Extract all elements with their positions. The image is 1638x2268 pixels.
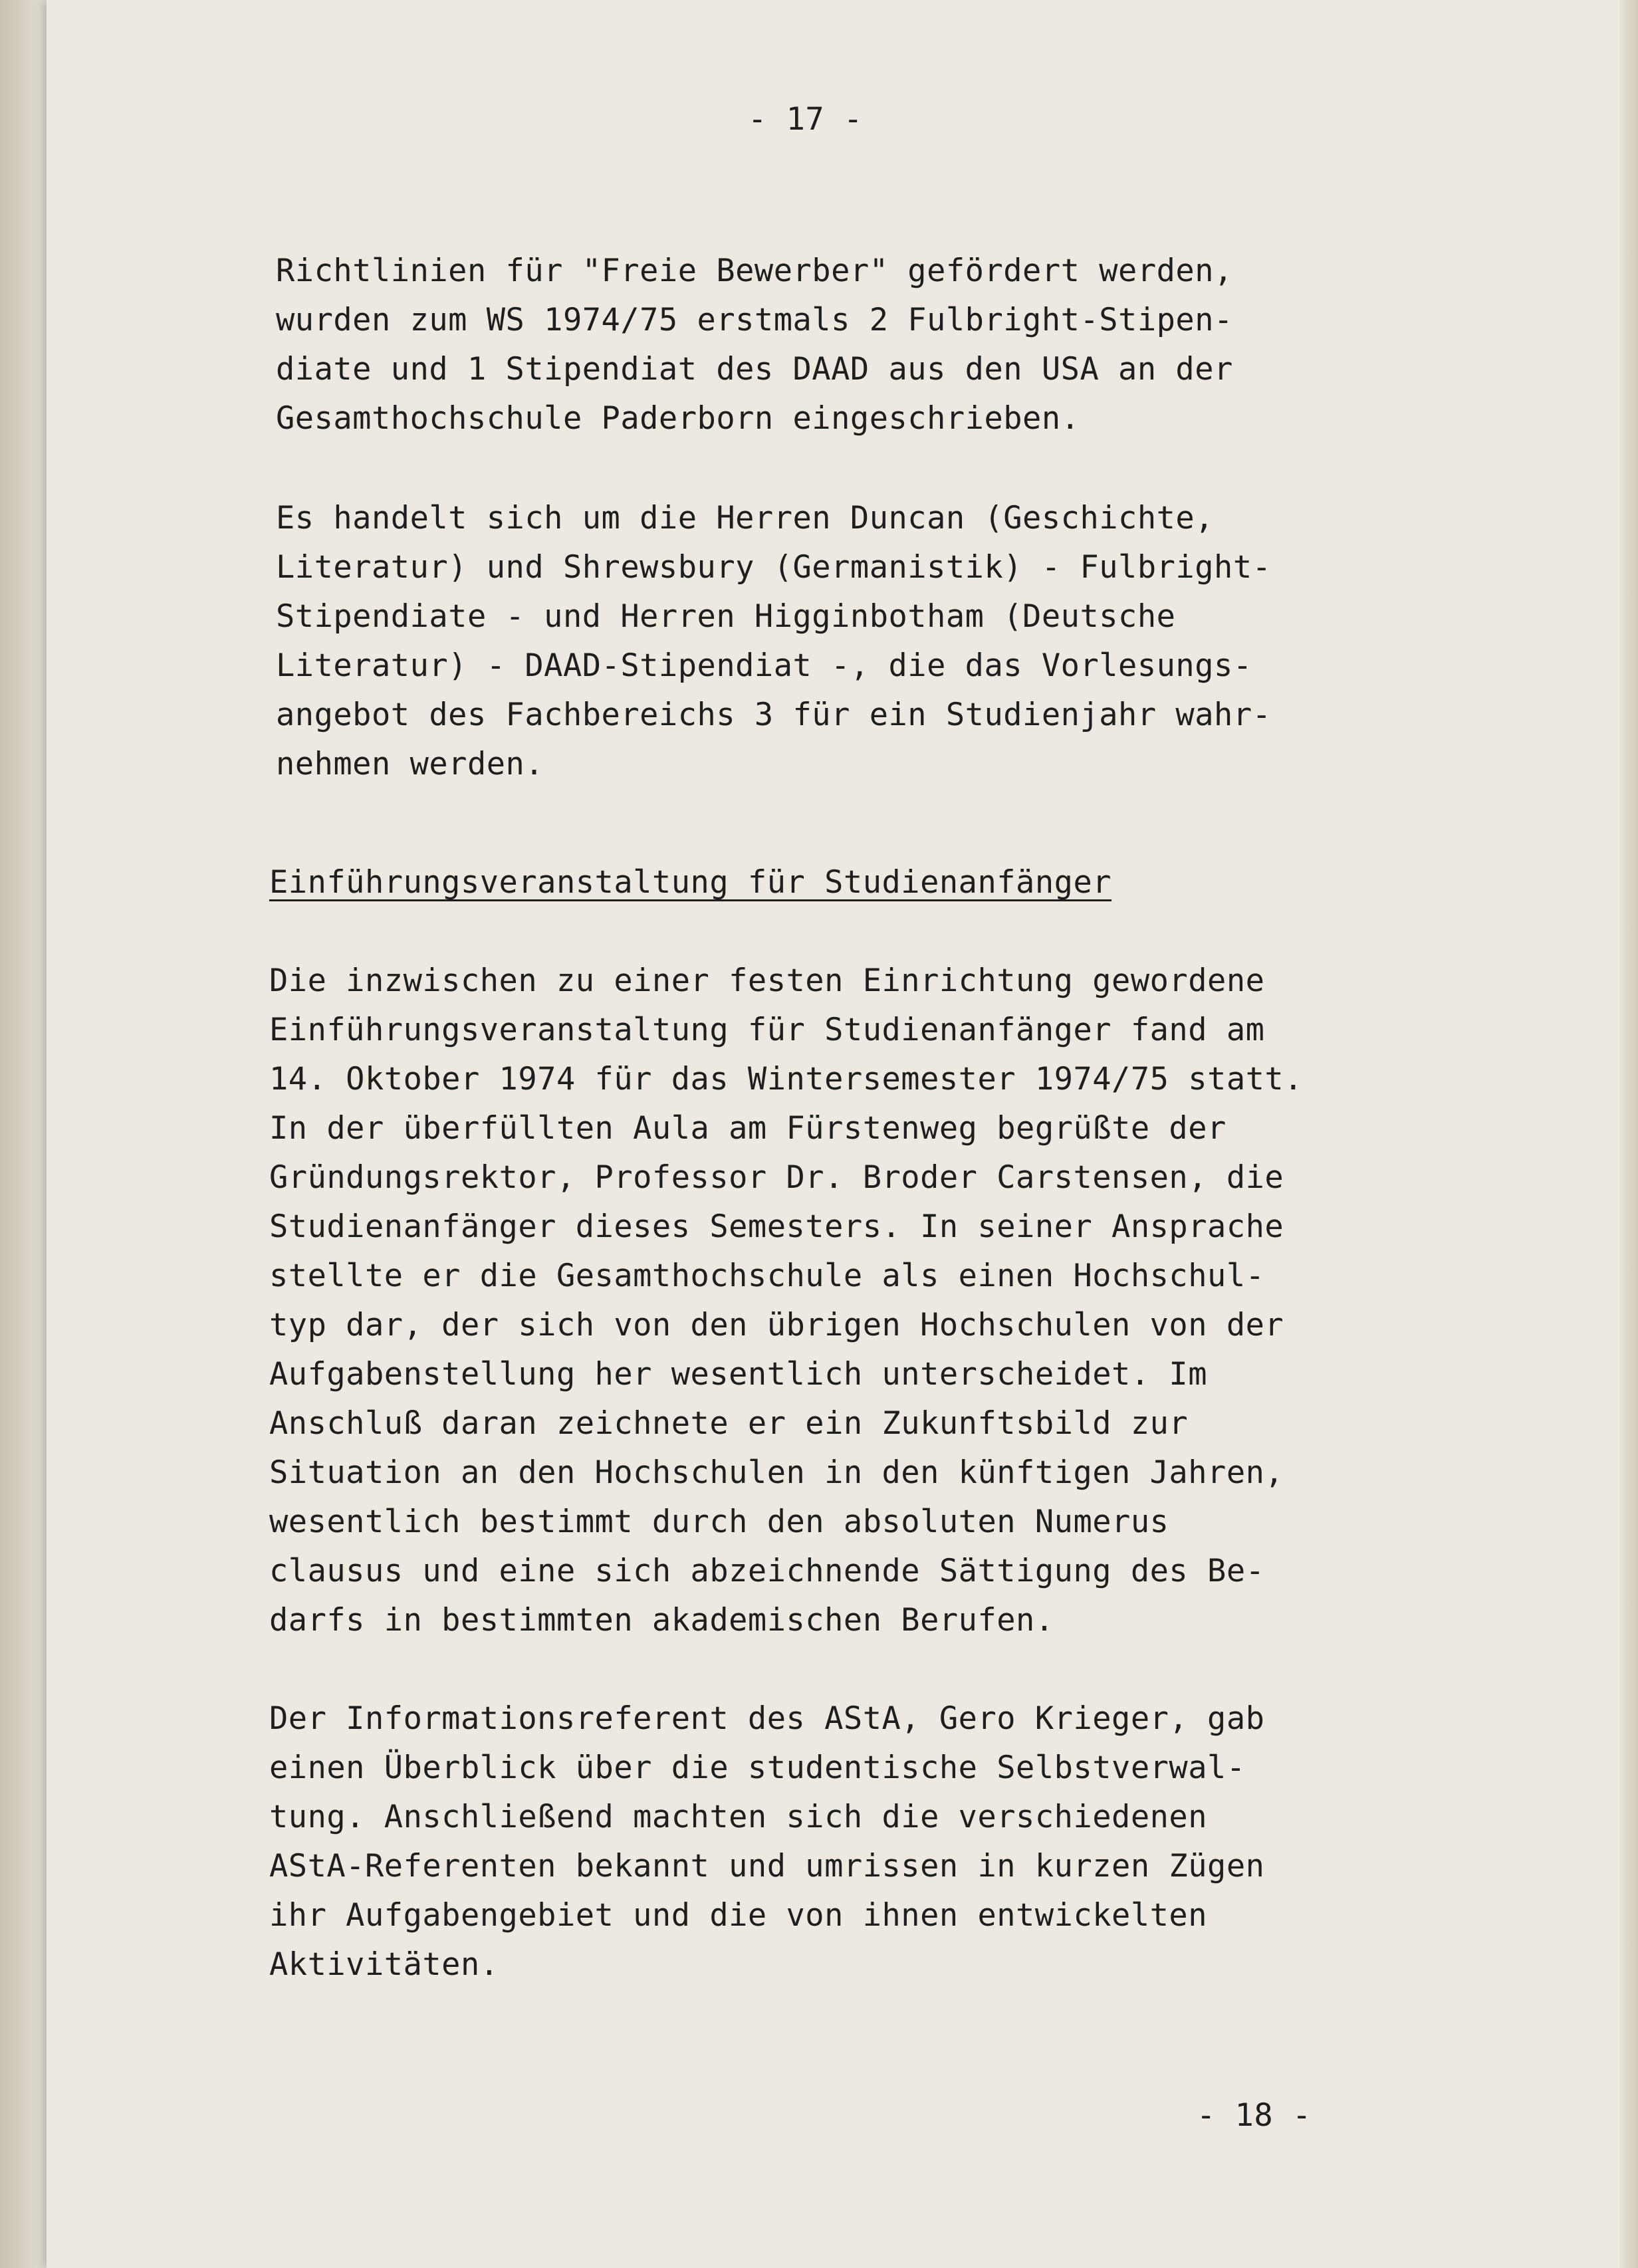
paragraph-line: angebot des Fachbereichs 3 für ein Studienjahr wahr-	[276, 697, 1272, 733]
paragraph-line: Richtlinien für "Freie Bewerber" gefördert werden,	[276, 253, 1233, 289]
paragraph-line: Aktivitäten.	[269, 1946, 499, 1983]
paragraph-line: tung. Anschließend machten sich die verschiedenen	[269, 1799, 1208, 1835]
paragraph-line: Aufgabenstellung her wesentlich unterscheidet. Im	[269, 1356, 1208, 1393]
paragraph-line: Der Informationsreferent des AStA, Gero Krieger, gab	[269, 1700, 1265, 1737]
paragraph-line: stellte er die Gesamthochschule als einen Hochschul-	[269, 1258, 1265, 1294]
paragraph-1	[276, 253, 1233, 437]
next-page-number: - 18 -	[1197, 2097, 1312, 2134]
book-gutter	[0, 0, 47, 2268]
paragraph-line: Stipendiate - und Herren Higginbotham (Deutsche	[276, 598, 1176, 635]
paragraph-line: wurden zum WS 1974/75 erstmals 2 Fulbright-Stipen-	[276, 302, 1233, 338]
paragraph-line: ihr Aufgabengebiet und die von ihnen entwickelten	[269, 1897, 1208, 1934]
paragraph-line: Literatur) und Shrewsbury (Germanistik) - Fulbright-	[276, 549, 1272, 586]
paragraph-line: AStA-Referenten bekannt und umrissen in kurzen Zügen	[269, 1848, 1265, 1884]
paragraph-2	[276, 500, 1272, 782]
paragraph-3	[269, 963, 1304, 1639]
page-edge	[1619, 0, 1638, 2268]
paragraph-line: Anschluß daran zeichnete er ein Zukunftsbild zur	[269, 1405, 1189, 1442]
paragraph-line: clausus und eine sich abzeichnende Sättigung des Be-	[269, 1553, 1265, 1589]
paragraph-line: nehmen werden.	[276, 746, 544, 782]
section-heading: Einführungsveranstaltung für Studienanfänger	[269, 864, 1112, 901]
paragraph-line: Gründungsrektor, Professor Dr. Broder Carstensen, die	[269, 1159, 1284, 1196]
paragraph-line: einen Überblick über die studentische Selbstverwal-	[269, 1750, 1246, 1786]
paragraph-line: Studienanfänger dieses Semesters. In seiner Ansprache	[269, 1208, 1284, 1245]
paragraph-line: Literatur) - DAAD-Stipendiat -, die das Vorlesungs-	[276, 647, 1252, 684]
page-number: - 17 -	[748, 101, 863, 138]
paragraph-line: wesentlich bestimmt durch den absoluten Numerus	[269, 1504, 1169, 1540]
paragraph-line: Einführungsveranstaltung für Studienanfänger fand am	[269, 1012, 1265, 1048]
paragraph-4	[269, 1700, 1265, 1983]
paragraph-line: Die inzwischen zu einer festen Einrichtung gewordene	[269, 963, 1265, 999]
paragraph-line: In der überfüllten Aula am Fürstenweg begrüßte der	[269, 1110, 1227, 1147]
paragraph-line: typ dar, der sich von den übrigen Hochschulen von der	[269, 1307, 1284, 1343]
paragraph-line: diate und 1 Stipendiat des DAAD aus den USA an der	[276, 351, 1233, 388]
paragraph-line: Es handelt sich um die Herren Duncan (Geschichte,	[276, 500, 1215, 536]
paragraph-line: Situation an den Hochschulen in den künftigen Jahren,	[269, 1454, 1284, 1491]
paragraph-line: 14. Oktober 1974 für das Wintersemester 1974/75 statt.	[269, 1061, 1304, 1097]
paragraph-line: Gesamthochschule Paderborn eingeschrieben.	[276, 400, 1080, 437]
paragraph-line: darfs in bestimmten akademischen Berufen.	[269, 1602, 1054, 1639]
